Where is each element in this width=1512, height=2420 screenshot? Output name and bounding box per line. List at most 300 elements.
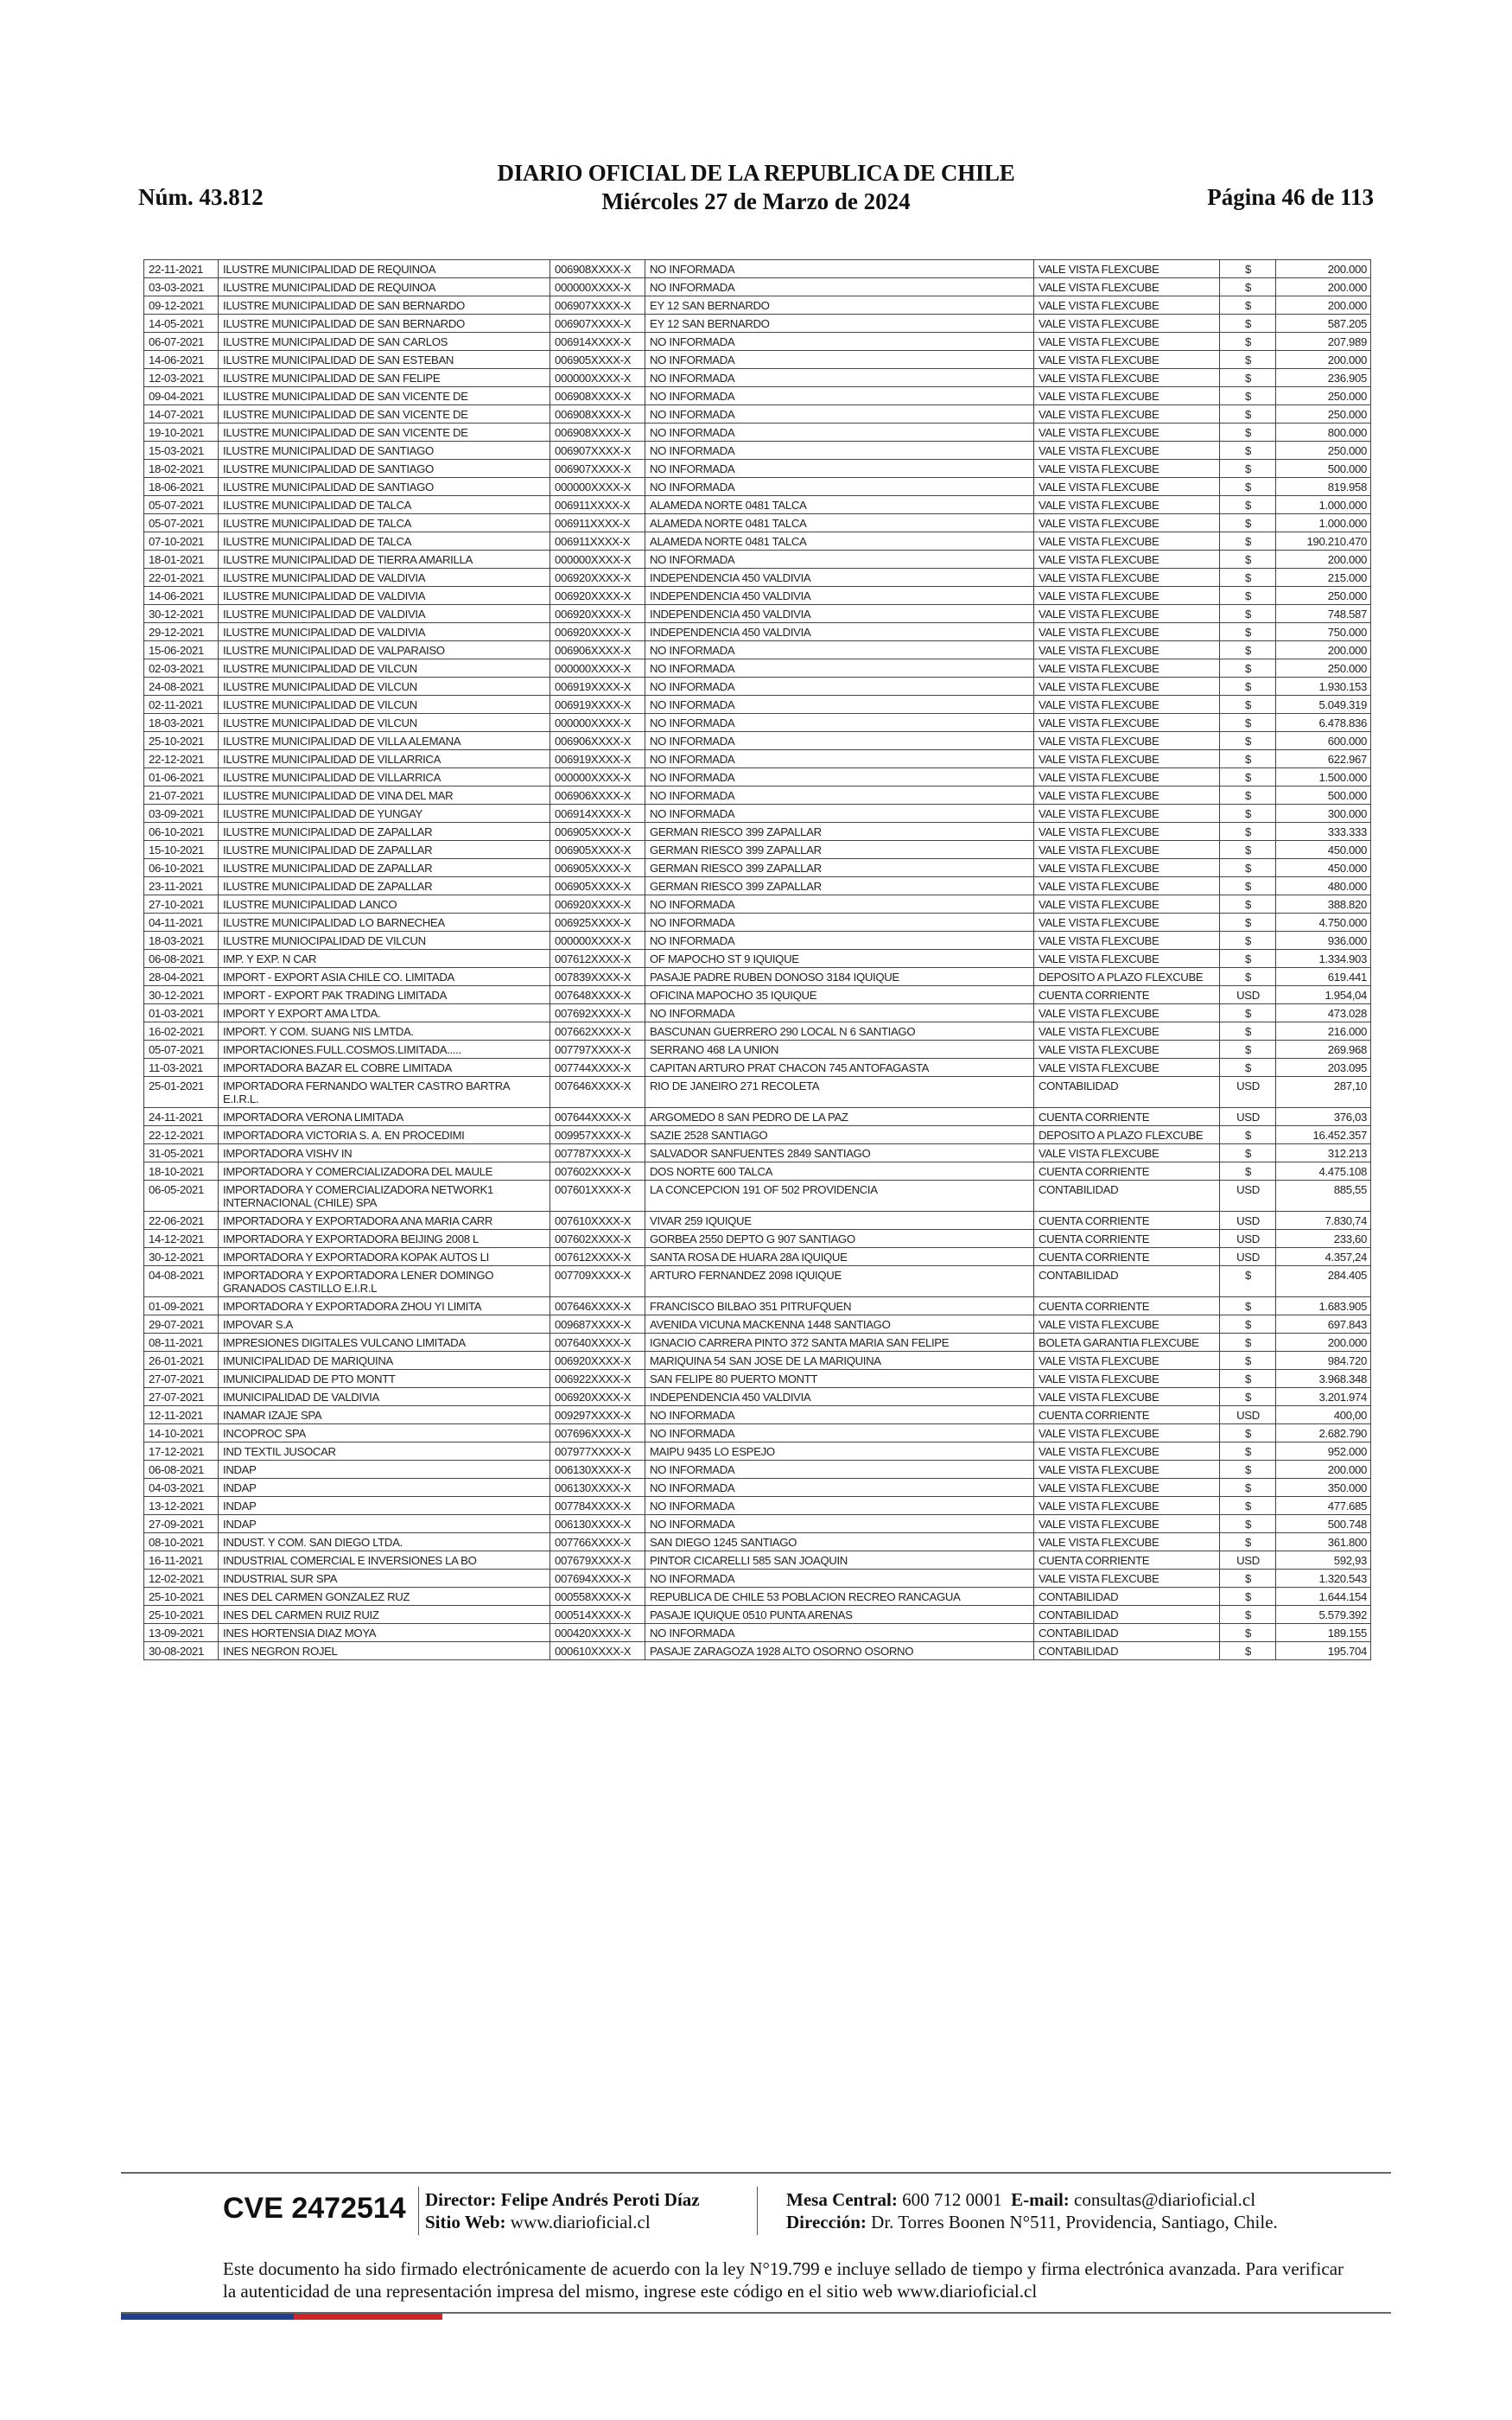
rut-cell: 007709XXXX-X <box>550 1266 645 1297</box>
product-cell: VALE VISTA FLEXCUBE <box>1034 786 1220 805</box>
address-cell: AVENIDA VICUNA MACKENNA 1448 SANTIAGO <box>645 1315 1034 1334</box>
address-cell: NO INFORMADA <box>645 696 1034 714</box>
rut-cell: 009957XXXX-X <box>550 1126 645 1144</box>
amount-cell: 750.000 <box>1276 623 1371 641</box>
date-cell: 11-03-2021 <box>144 1059 219 1077</box>
amount-cell: 236.905 <box>1276 369 1371 387</box>
currency-cell: $ <box>1220 514 1276 532</box>
currency-cell: USD <box>1220 1406 1276 1424</box>
currency-cell: $ <box>1220 1266 1276 1297</box>
website-line <box>425 2211 700 2233</box>
amount-cell: 748.587 <box>1276 605 1371 623</box>
currency-cell: $ <box>1220 478 1276 496</box>
name-cell: IMPOVAR S.A <box>219 1315 550 1334</box>
amount-cell: 287,10 <box>1276 1077 1371 1108</box>
rut-cell: 006914XXXX-X <box>550 333 645 351</box>
amount-cell: 500.000 <box>1276 786 1371 805</box>
currency-cell: $ <box>1220 351 1276 369</box>
currency-cell: $ <box>1220 1297 1276 1315</box>
product-cell: VALE VISTA FLEXCUBE <box>1034 932 1220 950</box>
address-cell: NO INFORMADA <box>645 786 1034 805</box>
rut-cell: 006130XXXX-X <box>550 1461 645 1479</box>
name-cell: ILUSTRE MUNICIPALIDAD DE VILLA ALEMANA <box>219 732 550 750</box>
amount-cell: 1.000.000 <box>1276 496 1371 514</box>
table-row <box>144 932 1371 950</box>
product-cell: VALE VISTA FLEXCUBE <box>1034 1388 1220 1406</box>
amount-cell: 697.843 <box>1276 1315 1371 1334</box>
table-row <box>144 968 1371 986</box>
amount-cell: 300.000 <box>1276 805 1371 823</box>
date-cell: 18-06-2021 <box>144 478 219 496</box>
currency-cell: $ <box>1220 333 1276 351</box>
table-row <box>144 460 1371 478</box>
amount-cell: 500.748 <box>1276 1515 1371 1533</box>
currency-cell: $ <box>1220 1588 1276 1606</box>
address-cell: PASAJE PADRE RUBEN DONOSO 3184 IQUIQUE <box>645 968 1034 986</box>
rut-cell: 000000XXXX-X <box>550 478 645 496</box>
address-cell: NO INFORMADA <box>645 278 1034 296</box>
amount-cell: 984.720 <box>1276 1352 1371 1370</box>
date-cell: 04-03-2021 <box>144 1479 219 1497</box>
product-cell: VALE VISTA FLEXCUBE <box>1034 569 1220 587</box>
date-cell: 12-03-2021 <box>144 369 219 387</box>
date-cell: 02-11-2021 <box>144 696 219 714</box>
rut-cell: 006908XXXX-X <box>550 405 645 424</box>
address-cell: BASCUNAN GUERRERO 290 LOCAL N 6 SANTIAGO <box>645 1022 1034 1041</box>
table-row <box>144 786 1371 805</box>
name-cell: ILUSTRE MUNICIPALIDAD DE TALCA <box>219 496 550 514</box>
address-cell: NO INFORMADA <box>645 641 1034 659</box>
website-link[interactable]: www.diarioficial.cl <box>510 2212 651 2232</box>
rut-cell: 006905XXXX-X <box>550 841 645 859</box>
date-cell: 21-07-2021 <box>144 786 219 805</box>
publication-title: DIARIO OFICIAL DE LA REPUBLICA DE CHILE <box>497 160 1015 186</box>
amount-cell: 200.000 <box>1276 641 1371 659</box>
name-cell: IMPORTADORA Y COMERCIALIZADORA DEL MAULE <box>219 1162 550 1181</box>
name-cell: ILUSTRE MUNICIPALIDAD DE ZAPALLAR <box>219 877 550 895</box>
address-cell: NO INFORMADA <box>645 1497 1034 1515</box>
name-cell: ILUSTRE MUNICIPALIDAD DE VILLARRICA <box>219 768 550 786</box>
rut-cell: 006919XXXX-X <box>550 678 645 696</box>
table-row <box>144 1126 1371 1144</box>
product-cell: VALE VISTA FLEXCUBE <box>1034 1442 1220 1461</box>
table-row <box>144 1108 1371 1126</box>
date-cell: 31-05-2021 <box>144 1144 219 1162</box>
amount-cell: 2.682.790 <box>1276 1424 1371 1442</box>
table-row <box>144 1497 1371 1515</box>
currency-cell: $ <box>1220 1442 1276 1461</box>
date-cell: 08-10-2021 <box>144 1533 219 1551</box>
address-cell: INDEPENDENCIA 450 VALDIVIA <box>645 587 1034 605</box>
amount-cell: 233,60 <box>1276 1230 1371 1248</box>
address-cell: EY 12 SAN BERNARDO <box>645 315 1034 333</box>
rut-cell: 000000XXXX-X <box>550 932 645 950</box>
table-row <box>144 986 1371 1004</box>
rut-cell: 007610XXXX-X <box>550 1212 645 1230</box>
name-cell: INDAP <box>219 1497 550 1515</box>
table-row <box>144 1077 1371 1108</box>
footer-divider-top <box>121 2172 1391 2174</box>
rut-cell: 007787XXXX-X <box>550 1144 645 1162</box>
name-cell: ILUSTRE MUNICIPALIDAD DE SAN BERNARDO <box>219 296 550 315</box>
name-cell: IMPORT. Y COM. SUANG NIS LMTDA. <box>219 1022 550 1041</box>
currency-cell: $ <box>1220 1479 1276 1497</box>
address-cell: OF MAPOCHO ST 9 IQUIQUE <box>645 950 1034 968</box>
table-row <box>144 514 1371 532</box>
rut-cell: 007696XXXX-X <box>550 1424 645 1442</box>
address-cell: INDEPENDENCIA 450 VALDIVIA <box>645 1388 1034 1406</box>
table-row <box>144 1442 1371 1461</box>
address-label: Dirección: <box>786 2212 867 2232</box>
signature-notice: Este documento ha sido firmado electrónicamente de acuerdo con la ley N°19.799 e incluye sellado de tiempo y firma electrónica avanzada. Para verificar la autenticidad de una representación impresa del mismo, ingrese este código en el sitio web www.diarioficial.cl <box>223 2258 1344 2302</box>
product-cell: VALE VISTA FLEXCUBE <box>1034 315 1220 333</box>
rut-cell: 000000XXXX-X <box>550 369 645 387</box>
name-cell: ILUSTRE MUNICIPALIDAD DE SAN VICENTE DE <box>219 424 550 442</box>
address-cell: NO INFORMADA <box>645 1424 1034 1442</box>
product-cell: VALE VISTA FLEXCUBE <box>1034 369 1220 387</box>
name-cell: INDAP <box>219 1461 550 1479</box>
table-row <box>144 1059 1371 1077</box>
name-cell: ILUSTRE MUNICIPALIDAD DE SAN VICENTE DE <box>219 405 550 424</box>
name-cell: IMPORTADORA FERNANDO WALTER CASTRO BARTRA E.I.R.L. <box>219 1077 550 1108</box>
address-cell: SAN DIEGO 1245 SANTIAGO <box>645 1533 1034 1551</box>
rut-cell: 006919XXXX-X <box>550 696 645 714</box>
table-row <box>144 877 1371 895</box>
date-cell: 28-04-2021 <box>144 968 219 986</box>
amount-cell: 4.357,24 <box>1276 1248 1371 1266</box>
table-row <box>144 1041 1371 1059</box>
table-row <box>144 1642 1371 1660</box>
rut-cell: 007640XXXX-X <box>550 1334 645 1352</box>
table-row <box>144 1479 1371 1497</box>
currency-cell: $ <box>1220 260 1276 278</box>
currency-cell: $ <box>1220 1497 1276 1515</box>
address-cell: NO INFORMADA <box>645 768 1034 786</box>
date-cell: 12-02-2021 <box>144 1570 219 1588</box>
rut-cell: 007744XXXX-X <box>550 1059 645 1077</box>
rut-cell: 007648XXXX-X <box>550 986 645 1004</box>
product-cell: VALE VISTA FLEXCUBE <box>1034 1479 1220 1497</box>
currency-cell: $ <box>1220 1144 1276 1162</box>
amount-cell: 16.452.357 <box>1276 1126 1371 1144</box>
amount-cell: 622.967 <box>1276 750 1371 768</box>
name-cell: ILUSTRE MUNICIPALIDAD DE VILCUN <box>219 714 550 732</box>
name-cell: IMPORTADORA Y COMERCIALIZADORA NETWORK1 INTERNACIONAL (CHILE) SPA <box>219 1181 550 1212</box>
rut-cell: 006908XXXX-X <box>550 387 645 405</box>
name-cell: ILUSTRE MUNICIPALIDAD DE VALDIVIA <box>219 623 550 641</box>
date-cell: 17-12-2021 <box>144 1442 219 1461</box>
table-row <box>144 714 1371 732</box>
currency-cell: $ <box>1220 1041 1276 1059</box>
currency-cell: $ <box>1220 1352 1276 1370</box>
currency-cell: $ <box>1220 1022 1276 1041</box>
rut-cell: 006907XXXX-X <box>550 460 645 478</box>
rut-cell: 007646XXXX-X <box>550 1077 645 1108</box>
footer-separator <box>418 2187 419 2235</box>
address-cell: INDEPENDENCIA 450 VALDIVIA <box>645 623 1034 641</box>
table-row <box>144 387 1371 405</box>
amount-cell: 819.958 <box>1276 478 1371 496</box>
rut-cell: 006905XXXX-X <box>550 877 645 895</box>
rut-cell: 006911XXXX-X <box>550 514 645 532</box>
product-cell: VALE VISTA FLEXCUBE <box>1034 351 1220 369</box>
address-cell: OFICINA MAPOCHO 35 IQUIQUE <box>645 986 1034 1004</box>
issue-number: Núm. 43.812 <box>138 184 264 210</box>
amount-cell: 361.800 <box>1276 1533 1371 1551</box>
name-cell: IMUNICIPALIDAD DE VALDIVIA <box>219 1388 550 1406</box>
amount-cell: 1.930.153 <box>1276 678 1371 696</box>
date-cell: 07-10-2021 <box>144 532 219 551</box>
name-cell: ILUSTRE MUNICIPALIDAD DE TALCA <box>219 514 550 532</box>
address-cell: SAN FELIPE 80 PUERTO MONTT <box>645 1370 1034 1388</box>
name-cell: IMPORTADORA Y EXPORTADORA BEIJING 2008 L <box>219 1230 550 1248</box>
currency-cell: $ <box>1220 1162 1276 1181</box>
address-cell: IGNACIO CARRERA PINTO 372 SANTA MARIA SAN FELIPE <box>645 1334 1034 1352</box>
name-cell: ILUSTRE MUNICIPALIDAD DE VILLARRICA <box>219 750 550 768</box>
amount-cell: 1.500.000 <box>1276 768 1371 786</box>
address-cell: NO INFORMADA <box>645 351 1034 369</box>
amount-cell: 216.000 <box>1276 1022 1371 1041</box>
currency-cell: $ <box>1220 1533 1276 1551</box>
amount-cell: 800.000 <box>1276 424 1371 442</box>
rut-cell: 007602XXXX-X <box>550 1230 645 1248</box>
name-cell: ILUSTRE MUNICIPALIDAD DE VILCUN <box>219 696 550 714</box>
address-cell: NO INFORMADA <box>645 914 1034 932</box>
product-cell: DEPOSITO A PLAZO FLEXCUBE <box>1034 968 1220 986</box>
product-cell: CONTABILIDAD <box>1034 1588 1220 1606</box>
product-cell: VALE VISTA FLEXCUBE <box>1034 605 1220 623</box>
date-cell: 18-01-2021 <box>144 551 219 569</box>
rut-cell: 007646XXXX-X <box>550 1297 645 1315</box>
contact-line <box>786 2188 1278 2211</box>
date-cell: 27-10-2021 <box>144 895 219 914</box>
name-cell: INES DEL CARMEN RUIZ RUIZ <box>219 1606 550 1624</box>
address-cell: NO INFORMADA <box>645 805 1034 823</box>
date-cell: 25-10-2021 <box>144 1588 219 1606</box>
product-cell: VALE VISTA FLEXCUBE <box>1034 514 1220 532</box>
name-cell: INDAP <box>219 1515 550 1533</box>
name-cell: ILUSTRE MUNICIPALIDAD DE SANTIAGO <box>219 442 550 460</box>
email-link[interactable]: consultas@diarioficial.cl <box>1074 2189 1256 2210</box>
product-cell: VALE VISTA FLEXCUBE <box>1034 877 1220 895</box>
table-row <box>144 914 1371 932</box>
amount-cell: 500.000 <box>1276 460 1371 478</box>
page-header <box>138 160 1374 220</box>
date-cell: 22-06-2021 <box>144 1212 219 1230</box>
director-label: Director: <box>425 2189 497 2210</box>
table-row <box>144 750 1371 768</box>
address-cell: SERRANO 468 LA UNION <box>645 1041 1034 1059</box>
rut-cell: 007612XXXX-X <box>550 950 645 968</box>
date-cell: 19-10-2021 <box>144 424 219 442</box>
currency-cell: $ <box>1220 678 1276 696</box>
rut-cell: 006130XXXX-X <box>550 1479 645 1497</box>
table-row <box>144 1162 1371 1181</box>
address-cell: SAZIE 2528 SANTIAGO <box>645 1126 1034 1144</box>
currency-cell: $ <box>1220 1461 1276 1479</box>
amount-cell: 480.000 <box>1276 877 1371 895</box>
publication-date: Miércoles 27 de Marzo de 2024 <box>601 188 911 214</box>
address-cell: NO INFORMADA <box>645 895 1034 914</box>
date-cell: 01-09-2021 <box>144 1297 219 1315</box>
product-cell: VALE VISTA FLEXCUBE <box>1034 714 1220 732</box>
cve-code: CVE 2472514 <box>223 2192 406 2225</box>
table-row <box>144 478 1371 496</box>
currency-cell: $ <box>1220 442 1276 460</box>
rut-cell: 000610XXXX-X <box>550 1642 645 1660</box>
date-cell: 25-01-2021 <box>144 1077 219 1108</box>
table-row <box>144 569 1371 587</box>
name-cell: ILUSTRE MUNICIPALIDAD DE SANTIAGO <box>219 460 550 478</box>
name-cell: INES HORTENSIA DIAZ MOYA <box>219 1624 550 1642</box>
email-label: E-mail: <box>1011 2189 1070 2210</box>
product-cell: CONTABILIDAD <box>1034 1606 1220 1624</box>
currency-cell: $ <box>1220 569 1276 587</box>
product-cell: VALE VISTA FLEXCUBE <box>1034 1570 1220 1588</box>
amount-cell: 284.405 <box>1276 1266 1371 1297</box>
date-cell: 29-12-2021 <box>144 623 219 641</box>
rut-cell: 000420XXXX-X <box>550 1624 645 1642</box>
address-cell: NO INFORMADA <box>645 442 1034 460</box>
currency-cell: USD <box>1220 986 1276 1004</box>
phone-label: Mesa Central: <box>786 2189 898 2210</box>
rut-cell: 007977XXXX-X <box>550 1442 645 1461</box>
name-cell: ILUSTRE MUNICIPALIDAD DE REQUINOA <box>219 278 550 296</box>
currency-cell: $ <box>1220 605 1276 623</box>
address-cell: NO INFORMADA <box>645 387 1034 405</box>
amount-cell: 7.830,74 <box>1276 1212 1371 1230</box>
currency-cell: $ <box>1220 532 1276 551</box>
currency-cell: $ <box>1220 641 1276 659</box>
name-cell: IMPORTADORA VICTORIA S. A. EN PROCEDIMI <box>219 1126 550 1144</box>
table-row <box>144 768 1371 786</box>
currency-cell: $ <box>1220 1388 1276 1406</box>
table-row <box>144 424 1371 442</box>
date-cell: 06-07-2021 <box>144 333 219 351</box>
address-cell: NO INFORMADA <box>645 1479 1034 1497</box>
currency-cell: $ <box>1220 950 1276 968</box>
currency-cell: $ <box>1220 387 1276 405</box>
director-line <box>425 2188 700 2211</box>
date-cell: 18-03-2021 <box>144 714 219 732</box>
address-cell: GERMAN RIESCO 399 ZAPALLAR <box>645 859 1034 877</box>
address-cell: MAIPU 9435 LO ESPEJO <box>645 1442 1034 1461</box>
rut-cell: 006920XXXX-X <box>550 605 645 623</box>
table-row <box>144 1297 1371 1315</box>
address-cell: DOS NORTE 600 TALCA <box>645 1162 1034 1181</box>
table-row <box>144 1352 1371 1370</box>
amount-cell: 200.000 <box>1276 296 1371 315</box>
table-row <box>144 678 1371 696</box>
product-cell: VALE VISTA FLEXCUBE <box>1034 460 1220 478</box>
product-cell: CUENTA CORRIENTE <box>1034 1162 1220 1181</box>
amount-cell: 3.201.974 <box>1276 1388 1371 1406</box>
date-cell: 18-10-2021 <box>144 1162 219 1181</box>
date-cell: 22-11-2021 <box>144 260 219 278</box>
product-cell: CUENTA CORRIENTE <box>1034 986 1220 1004</box>
amount-cell: 450.000 <box>1276 841 1371 859</box>
date-cell: 09-12-2021 <box>144 296 219 315</box>
table-row <box>144 732 1371 750</box>
address-cell: CAPITAN ARTURO PRAT CHACON 745 ANTOFAGASTA <box>645 1059 1034 1077</box>
currency-cell: USD <box>1220 1108 1276 1126</box>
address-cell: NO INFORMADA <box>645 1406 1034 1424</box>
currency-cell: USD <box>1220 1230 1276 1248</box>
table-row <box>144 1406 1371 1424</box>
date-cell: 27-09-2021 <box>144 1515 219 1533</box>
currency-cell: $ <box>1220 296 1276 315</box>
amount-cell: 4.750.000 <box>1276 914 1371 932</box>
product-cell: VALE VISTA FLEXCUBE <box>1034 405 1220 424</box>
rut-cell: 007692XXXX-X <box>550 1004 645 1022</box>
name-cell: ILUSTRE MUNICIPALIDAD DE VILCUN <box>219 678 550 696</box>
name-cell: ILUSTRE MUNICIPALIDAD DE TALCA <box>219 532 550 551</box>
table-row <box>144 659 1371 678</box>
product-cell: VALE VISTA FLEXCUBE <box>1034 914 1220 932</box>
product-cell: VALE VISTA FLEXCUBE <box>1034 587 1220 605</box>
address-cell: MARIQUINA 54 SAN JOSE DE LA MARIQUINA <box>645 1352 1034 1370</box>
rut-cell: 006920XXXX-X <box>550 1352 645 1370</box>
rut-cell: 006920XXXX-X <box>550 623 645 641</box>
currency-cell: $ <box>1220 968 1276 986</box>
address-cell: NO INFORMADA <box>645 932 1034 950</box>
product-cell: VALE VISTA FLEXCUBE <box>1034 1370 1220 1388</box>
table-row <box>144 1266 1371 1297</box>
date-cell: 06-10-2021 <box>144 823 219 841</box>
address-cell: ARGOMEDO 8 SAN PEDRO DE LA PAZ <box>645 1108 1034 1126</box>
rut-cell: 000558XXXX-X <box>550 1588 645 1606</box>
name-cell: IMPORTADORA Y EXPORTADORA LENER DOMINGO GRANADOS CASTILLO E.I.R.L <box>219 1266 550 1297</box>
rut-cell: 000000XXXX-X <box>550 714 645 732</box>
date-cell: 14-12-2021 <box>144 1230 219 1248</box>
product-cell: VALE VISTA FLEXCUBE <box>1034 387 1220 405</box>
product-cell: VALE VISTA FLEXCUBE <box>1034 805 1220 823</box>
amount-cell: 1.683.905 <box>1276 1297 1371 1315</box>
amount-cell: 952.000 <box>1276 1442 1371 1461</box>
name-cell: ILUSTRE MUNICIPALIDAD DE ZAPALLAR <box>219 823 550 841</box>
table-row <box>144 1388 1371 1406</box>
amount-cell: 450.000 <box>1276 859 1371 877</box>
rut-cell: 006907XXXX-X <box>550 296 645 315</box>
date-cell: 22-12-2021 <box>144 750 219 768</box>
address-cell: NO INFORMADA <box>645 659 1034 678</box>
amount-cell: 885,55 <box>1276 1181 1371 1212</box>
date-cell: 08-11-2021 <box>144 1334 219 1352</box>
product-cell: VALE VISTA FLEXCUBE <box>1034 1352 1220 1370</box>
rut-cell: 006905XXXX-X <box>550 823 645 841</box>
rut-cell: 000000XXXX-X <box>550 551 645 569</box>
date-cell: 30-12-2021 <box>144 1248 219 1266</box>
date-cell: 30-12-2021 <box>144 986 219 1004</box>
date-cell: 04-08-2021 <box>144 1266 219 1297</box>
date-cell: 09-04-2021 <box>144 387 219 405</box>
table-row <box>144 1515 1371 1533</box>
table-row <box>144 823 1371 841</box>
product-cell: CUENTA CORRIENTE <box>1034 1108 1220 1126</box>
currency-cell: USD <box>1220 1248 1276 1266</box>
name-cell: ILUSTRE MUNICIPALIDAD DE SAN CARLOS <box>219 333 550 351</box>
address-cell: GERMAN RIESCO 399 ZAPALLAR <box>645 841 1034 859</box>
amount-cell: 936.000 <box>1276 932 1371 950</box>
date-cell: 15-10-2021 <box>144 841 219 859</box>
amount-cell: 600.000 <box>1276 732 1371 750</box>
product-cell: VALE VISTA FLEXCUBE <box>1034 1424 1220 1442</box>
address-cell: NO INFORMADA <box>645 405 1034 424</box>
product-cell: VALE VISTA FLEXCUBE <box>1034 641 1220 659</box>
address-cell: GERMAN RIESCO 399 ZAPALLAR <box>645 877 1034 895</box>
product-cell: CUENTA CORRIENTE <box>1034 1212 1220 1230</box>
product-cell: VALE VISTA FLEXCUBE <box>1034 696 1220 714</box>
